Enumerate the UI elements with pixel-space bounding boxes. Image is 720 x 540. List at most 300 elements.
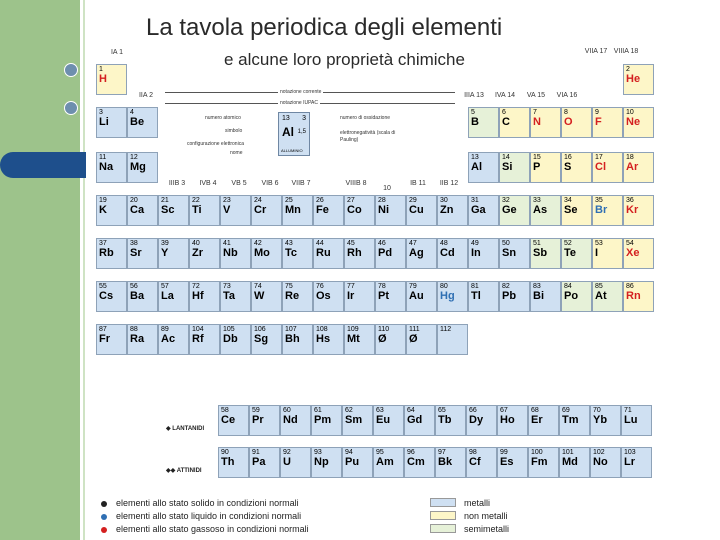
element-symbol: Mt <box>347 333 360 345</box>
element-cell <box>344 324 375 355</box>
element-cell <box>437 281 468 312</box>
element-cell <box>251 238 282 269</box>
element-symbol: Bh <box>285 333 300 345</box>
group-label: VIIB 7 <box>291 180 311 187</box>
element-symbol: Ø <box>409 333 418 345</box>
atomic-number: 96 <box>407 449 415 456</box>
element-symbol: Ra <box>130 333 145 345</box>
element-symbol: Fm <box>531 456 548 468</box>
element-symbol: Cu <box>409 204 424 216</box>
lanthanides-label: ◆ LANTANIDI <box>166 426 205 432</box>
element-cell <box>621 447 652 478</box>
element-symbol: Ti <box>192 204 202 216</box>
atomic-number: 25 <box>285 197 293 204</box>
element-symbol: Rf <box>192 333 204 345</box>
element-symbol: In <box>471 247 481 259</box>
element-symbol: Ir <box>347 290 355 302</box>
group-label: VB 5 <box>231 180 247 187</box>
element-symbol: Th <box>221 456 235 468</box>
element-symbol: Sg <box>254 333 269 345</box>
element-cell <box>530 152 561 183</box>
atomic-number: 69 <box>562 407 570 414</box>
element-symbol: Be <box>130 116 145 128</box>
element-symbol: U <box>283 456 291 468</box>
group-label: VIIIA 18 <box>613 48 639 55</box>
atomic-number: 28 <box>378 197 386 204</box>
solid-dot-icon <box>101 501 107 507</box>
element-symbol: Ni <box>378 204 389 216</box>
element-cell <box>282 324 313 355</box>
atomic-number: 95 <box>376 449 384 456</box>
atomic-number: 48 <box>440 240 448 247</box>
element-cell <box>189 195 220 226</box>
atomic-number: 16 <box>564 154 572 161</box>
element-symbol: Ca <box>130 204 145 216</box>
element-cell <box>218 405 249 436</box>
atomic-number: 62 <box>345 407 353 414</box>
element-symbol: Cm <box>407 456 425 468</box>
element-cell <box>282 195 313 226</box>
atomic-number: 34 <box>564 197 572 204</box>
atomic-number: 15 <box>533 154 541 161</box>
atomic-number: 102 <box>593 449 605 456</box>
atomic-number: 111 <box>409 326 420 333</box>
element-symbol: Ø <box>378 333 387 345</box>
element-cell <box>311 405 342 436</box>
legend-gas: elementi allo stato gassoso in condizioni normali <box>116 524 309 534</box>
atomic-number: 2 <box>626 66 630 73</box>
atomic-number: 44 <box>316 240 324 247</box>
atomic-number: 89 <box>161 326 169 333</box>
page-subtitle: e alcune loro proprietà chimiche <box>224 50 465 69</box>
atomic-number: 31 <box>471 197 479 204</box>
atomic-number: 75 <box>285 283 293 290</box>
element-cell <box>497 405 528 436</box>
element-cell <box>590 447 621 478</box>
element-symbol: Ag <box>409 247 424 259</box>
element-cell <box>623 195 654 226</box>
element-symbol: Os <box>316 290 331 302</box>
atomic-number: 22 <box>192 197 200 204</box>
bullet-dot <box>64 63 78 77</box>
element-cell <box>249 405 280 436</box>
atomic-number: 30 <box>440 197 448 204</box>
element-symbol: Cd <box>440 247 455 259</box>
element-symbol: N <box>533 116 541 128</box>
element-symbol: Hf <box>192 290 204 302</box>
element-symbol: Ta <box>223 290 236 302</box>
atomic-number: 101 <box>562 449 574 456</box>
atomic-number: 8 <box>564 109 568 116</box>
key-label-electronegativity: elettronegatività (scala di Pauling) <box>340 130 396 143</box>
element-symbol: Fe <box>316 204 329 216</box>
atomic-number: 70 <box>593 407 601 414</box>
semimetal-swatch <box>430 524 456 533</box>
key-name: ALLUMINIO <box>281 148 303 153</box>
element-cell <box>406 281 437 312</box>
element-symbol: Pb <box>502 290 517 302</box>
atomic-number: 11 <box>99 154 107 161</box>
element-cell <box>561 107 592 138</box>
element-cell <box>530 195 561 226</box>
element-symbol: C <box>502 116 510 128</box>
element-cell <box>342 405 373 436</box>
element-cell <box>592 152 623 183</box>
element-cell <box>313 238 344 269</box>
element-symbol: Er <box>531 414 543 426</box>
element-symbol: Rn <box>626 290 641 302</box>
element-cell <box>561 195 592 226</box>
sidebar-divider-light <box>83 0 85 540</box>
atomic-number: 88 <box>130 326 138 333</box>
element-symbol: Bi <box>533 290 544 302</box>
element-symbol: Sn <box>502 247 517 259</box>
element-symbol: Am <box>376 456 394 468</box>
atomic-number: 59 <box>252 407 260 414</box>
element-symbol: Pu <box>345 456 360 468</box>
element-symbol: O <box>564 116 573 128</box>
element-cell <box>189 324 220 355</box>
element-symbol: Se <box>564 204 578 216</box>
atomic-number: 107 <box>285 326 297 333</box>
atomic-number: 19 <box>99 197 107 204</box>
element-cell <box>249 447 280 478</box>
atomic-number: 64 <box>407 407 415 414</box>
element-cell <box>623 64 654 95</box>
element-symbol: Rb <box>99 247 114 259</box>
atomic-number: 36 <box>626 197 634 204</box>
atomic-number: 67 <box>500 407 508 414</box>
element-symbol: Cl <box>595 161 606 173</box>
atomic-number: 45 <box>347 240 355 247</box>
element-symbol: Sb <box>533 247 548 259</box>
element-symbol: Fr <box>99 333 110 345</box>
element-symbol: La <box>161 290 174 302</box>
element-cell <box>282 238 313 269</box>
element-cell <box>592 107 623 138</box>
element-cell <box>559 447 590 478</box>
element-symbol: Mn <box>285 204 301 216</box>
atomic-number: 68 <box>531 407 539 414</box>
legend-liquid: elementi allo stato liquido in condizioni normali <box>116 511 302 521</box>
atomic-number: 46 <box>378 240 386 247</box>
element-cell <box>468 152 499 183</box>
element-cell <box>251 281 282 312</box>
element-cell <box>375 195 406 226</box>
element-cell <box>528 447 559 478</box>
atomic-number: 52 <box>564 240 572 247</box>
legend-semimetals: semimetalli <box>464 524 510 534</box>
atomic-number: 29 <box>409 197 417 204</box>
notation-current-label: notazione corrente <box>280 89 322 95</box>
element-symbol: Ce <box>221 414 236 426</box>
legend-metals: metalli <box>464 498 491 508</box>
atomic-number: 108 <box>316 326 328 333</box>
element-symbol: Na <box>99 161 114 173</box>
element-cell <box>623 281 654 312</box>
atomic-number: 13 <box>471 154 479 161</box>
group-label: VIA 16 <box>556 92 578 99</box>
element-cell <box>468 107 499 138</box>
element-symbol: Db <box>223 333 238 345</box>
element-cell <box>158 324 189 355</box>
element-cell <box>406 238 437 269</box>
atomic-number: 9 <box>595 109 599 116</box>
atomic-number: 53 <box>595 240 603 247</box>
element-cell <box>561 152 592 183</box>
atomic-number: 97 <box>438 449 446 456</box>
element-symbol: At <box>595 290 607 302</box>
element-cell <box>437 238 468 269</box>
element-symbol: Gd <box>407 414 423 426</box>
atomic-number: 12 <box>130 154 138 161</box>
element-symbol: K <box>99 204 107 216</box>
element-symbol: Cr <box>254 204 267 216</box>
key-label-atomic-number: numero atomico <box>205 115 241 121</box>
element-cell <box>96 195 127 226</box>
atomic-number: 80 <box>440 283 448 290</box>
element-cell <box>592 195 623 226</box>
atomic-number: 60 <box>283 407 291 414</box>
group-label: IVB 4 <box>199 180 217 187</box>
element-cell <box>313 281 344 312</box>
atomic-number: 43 <box>285 240 293 247</box>
element-cell <box>280 405 311 436</box>
element-symbol: Pm <box>314 414 332 426</box>
element-symbol: Ne <box>626 116 641 128</box>
atomic-number: 57 <box>161 283 169 290</box>
atomic-number: 92 <box>283 449 291 456</box>
element-cell <box>311 447 342 478</box>
atomic-number: 32 <box>502 197 510 204</box>
element-symbol: Zn <box>440 204 454 216</box>
element-cell <box>499 238 530 269</box>
group-label: VIIIB 8 <box>345 180 367 187</box>
element-cell <box>220 195 251 226</box>
legend-key-cell <box>278 112 310 156</box>
group-label: IIB 12 <box>439 180 459 187</box>
atomic-number: 65 <box>438 407 446 414</box>
element-symbol: Ge <box>502 204 517 216</box>
element-symbol: I <box>595 247 599 259</box>
element-symbol: F <box>595 116 602 128</box>
atomic-number: 105 <box>223 326 235 333</box>
atomic-number: 73 <box>223 283 231 290</box>
group-label: VIB 6 <box>261 180 279 187</box>
element-symbol: Mo <box>254 247 270 259</box>
element-cell <box>96 238 127 269</box>
element-cell <box>468 238 499 269</box>
liquid-dot-icon <box>101 514 107 520</box>
element-symbol: Pt <box>378 290 389 302</box>
element-symbol: H <box>99 73 107 85</box>
atomic-number: 6 <box>502 109 506 116</box>
element-cell <box>158 238 189 269</box>
element-cell <box>127 324 158 355</box>
element-cell <box>344 281 375 312</box>
element-symbol: Tm <box>562 414 579 426</box>
element-cell <box>220 281 251 312</box>
element-symbol: Co <box>347 204 362 216</box>
element-cell <box>220 324 251 355</box>
group-label: IIA 2 <box>138 92 153 99</box>
atomic-number: 72 <box>192 283 200 290</box>
element-cell <box>592 238 623 269</box>
atomic-number: 85 <box>595 283 603 290</box>
element-cell <box>592 281 623 312</box>
atomic-number: 10 <box>626 109 634 116</box>
element-symbol: Au <box>409 290 424 302</box>
atomic-number: 24 <box>254 197 262 204</box>
atomic-number: 83 <box>533 283 541 290</box>
key-symbol: Al <box>282 125 294 139</box>
key-label-name: nome <box>230 150 243 156</box>
element-symbol: Ga <box>471 204 486 216</box>
element-symbol: No <box>593 456 608 468</box>
element-symbol: Bk <box>438 456 453 468</box>
group-label: IVA 14 <box>494 92 516 99</box>
element-symbol: Cf <box>469 456 481 468</box>
element-cell <box>530 107 561 138</box>
element-symbol: Pd <box>378 247 393 259</box>
element-cell <box>344 238 375 269</box>
atomic-number: 33 <box>533 197 541 204</box>
element-symbol: B <box>471 116 479 128</box>
element-cell <box>499 195 530 226</box>
element-symbol: Ar <box>626 161 639 173</box>
legend-solid: elementi allo stato solido in condizioni normali <box>116 498 299 508</box>
element-symbol: Np <box>314 456 329 468</box>
element-cell <box>375 281 406 312</box>
element-symbol: Tc <box>285 247 298 259</box>
element-cell <box>342 447 373 478</box>
element-symbol: Lu <box>624 414 638 426</box>
element-symbol: Te <box>564 247 577 259</box>
element-cell <box>313 324 344 355</box>
element-symbol: Tl <box>471 290 481 302</box>
atomic-number: 81 <box>471 283 479 290</box>
atomic-number: 103 <box>624 449 636 456</box>
key-atomic-number: 13 <box>282 115 290 122</box>
atomic-number: 98 <box>469 449 477 456</box>
atomic-number: 82 <box>502 283 510 290</box>
gas-dot-icon <box>101 527 107 533</box>
atomic-number: 5 <box>471 109 475 116</box>
element-cell <box>189 238 220 269</box>
atomic-number: 7 <box>533 109 537 116</box>
element-symbol: Xe <box>626 247 640 259</box>
element-symbol: Sc <box>161 204 175 216</box>
element-symbol: Sr <box>130 247 142 259</box>
atomic-number: 112 <box>440 326 452 333</box>
element-cell <box>497 447 528 478</box>
group-label: VA 15 <box>526 92 546 99</box>
element-cell <box>96 107 127 138</box>
group-label: IA 1 <box>110 49 124 56</box>
element-symbol: Ba <box>130 290 145 302</box>
atomic-number: 51 <box>533 240 541 247</box>
atomic-number: 58 <box>221 407 229 414</box>
element-symbol: P <box>533 161 541 173</box>
element-cell <box>375 238 406 269</box>
atomic-number: 23 <box>223 197 231 204</box>
element-cell <box>218 447 249 478</box>
key-label-oxidation: numero di ossidazione <box>340 115 391 121</box>
atomic-number: 63 <box>376 407 384 414</box>
element-symbol: Ho <box>500 414 515 426</box>
element-cell <box>621 405 652 436</box>
element-cell <box>344 195 375 226</box>
element-cell <box>530 281 561 312</box>
element-symbol: Y <box>161 247 169 259</box>
atomic-number: 109 <box>347 326 359 333</box>
element-symbol: V <box>223 204 231 216</box>
atomic-number: 40 <box>192 240 200 247</box>
element-cell <box>437 324 468 355</box>
atomic-number: 74 <box>254 283 262 290</box>
element-symbol: Es <box>500 456 514 468</box>
atomic-number: 93 <box>314 449 322 456</box>
atomic-number: 54 <box>626 240 634 247</box>
atomic-number: 38 <box>130 240 138 247</box>
atomic-number: 56 <box>130 283 138 290</box>
element-cell <box>435 405 466 436</box>
element-cell <box>375 324 406 355</box>
legend-nonmetals: non metalli <box>464 511 508 521</box>
bullet-dot <box>64 101 78 115</box>
element-cell <box>373 447 404 478</box>
atomic-number: 27 <box>347 197 355 204</box>
element-cell <box>96 64 127 95</box>
element-cell <box>559 405 590 436</box>
atomic-number: 71 <box>624 407 632 414</box>
atomic-number: 100 <box>531 449 543 456</box>
element-cell <box>437 195 468 226</box>
atomic-number: 14 <box>502 154 510 161</box>
atomic-number: 49 <box>471 240 479 247</box>
element-symbol: Tb <box>438 414 452 426</box>
element-symbol: Br <box>595 204 608 216</box>
key-label-configuration: configurazione elettronica <box>187 141 244 147</box>
atomic-number: 84 <box>564 283 572 290</box>
element-symbol: S <box>564 161 572 173</box>
group-label: IIIB 3 <box>168 180 186 187</box>
element-symbol: Md <box>562 456 578 468</box>
element-cell <box>561 238 592 269</box>
element-symbol: Mg <box>130 161 146 173</box>
element-cell <box>127 281 158 312</box>
element-symbol: Hs <box>316 333 331 345</box>
element-cell <box>251 324 282 355</box>
element-cell <box>220 238 251 269</box>
atomic-number: 18 <box>626 154 634 161</box>
element-symbol: Lr <box>624 456 635 468</box>
element-symbol: As <box>533 204 548 216</box>
element-cell <box>468 195 499 226</box>
atomic-number: 41 <box>223 240 231 247</box>
atomic-number: 3 <box>99 109 103 116</box>
atomic-number: 78 <box>378 283 386 290</box>
atomic-number: 55 <box>99 283 107 290</box>
element-symbol: Li <box>99 116 109 128</box>
element-symbol: Nb <box>223 247 238 259</box>
atomic-number: 4 <box>130 109 134 116</box>
element-symbol: Pr <box>252 414 264 426</box>
atomic-number: 21 <box>161 197 169 204</box>
element-symbol: Al <box>471 161 482 173</box>
element-cell <box>623 152 654 183</box>
element-cell <box>468 281 499 312</box>
